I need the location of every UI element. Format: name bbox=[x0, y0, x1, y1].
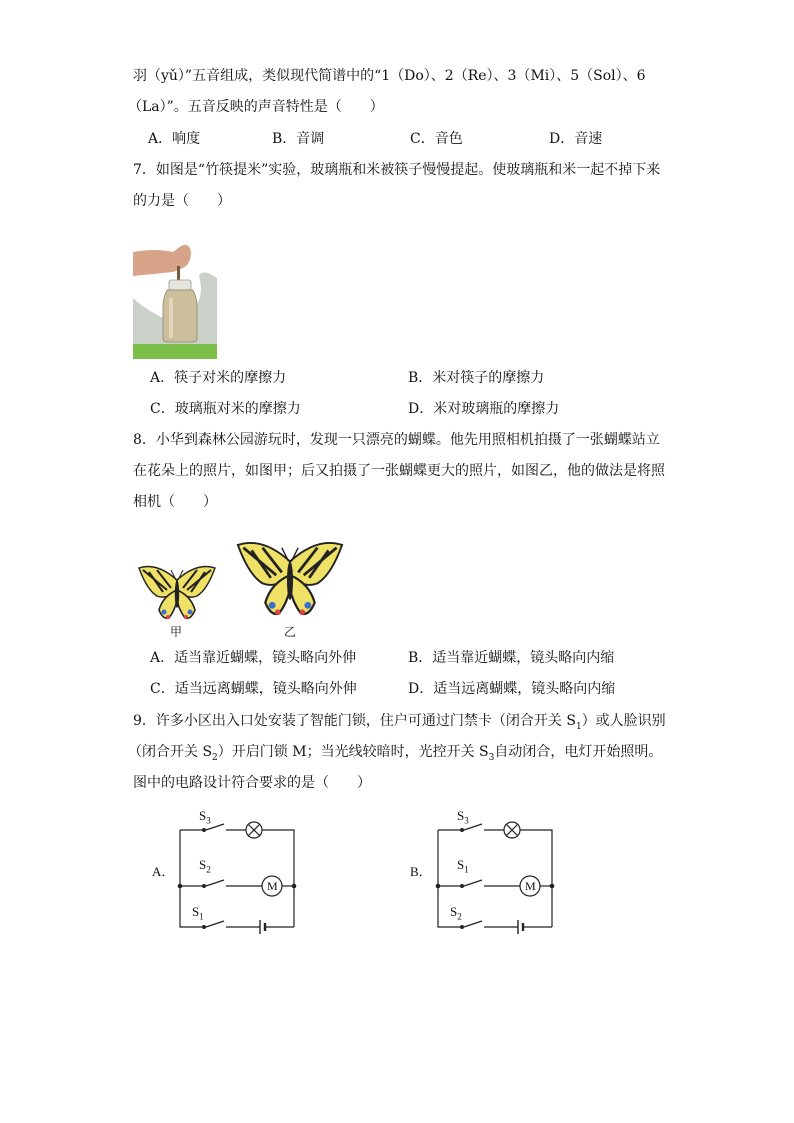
q8-option-a: A．适当靠近蝴蝶，镜头略向外伸 bbox=[150, 650, 357, 666]
butterfly-jia-label: 甲 bbox=[170, 625, 183, 639]
circuit-b-switch-bot: $S_2$ bbox=[450, 904, 462, 922]
q8-option-b: B．适当靠近蝴蝶，镜头略向内缩 bbox=[408, 650, 615, 666]
q6-text-line1: 羽（yǔ）”五音组成，类似现代简谱中的“1（Do）、2（Re）、3（Mi）、5（Sol）、6 bbox=[133, 68, 646, 84]
q9-text-line2: （闭合开关 $S_2$）开启门锁 M；当光线较暗时，光控开关 $S_3$自动闭合，电灯开始照明。 bbox=[128, 744, 663, 763]
q7-option-b: B．米对筷子的摩擦力 bbox=[408, 370, 545, 386]
circuit-a-motor-label: M bbox=[267, 879, 278, 893]
rice-bottle-photo bbox=[133, 238, 217, 359]
butterfly-yi-image bbox=[234, 534, 346, 630]
butterfly-jia-image bbox=[137, 560, 217, 630]
circuit-a-switch-mid: $S_2$ bbox=[199, 857, 211, 875]
butterfly-yi-label: 乙 bbox=[284, 625, 297, 639]
q9-text-line3: 图中的电路设计符合要求的是（ ） bbox=[133, 775, 371, 791]
q7-text-line1: 7．如图是“竹筷提米”实验，玻璃瓶和米被筷子慢慢提起。使玻璃瓶和米一起不掉下来 bbox=[133, 162, 661, 178]
q6-option-b: B．音调 bbox=[272, 131, 325, 147]
q7-option-c: C．玻璃瓶对米的摩擦力 bbox=[150, 401, 301, 417]
q8-text-line3: 相机（ ） bbox=[133, 494, 217, 510]
q7-option-d: D．米对玻璃瓶的摩擦力 bbox=[408, 401, 560, 417]
circuit-a-switch-top: $S_3$ bbox=[199, 808, 211, 826]
q8-text-line2: 在花朵上的照片，如图甲；后又拍摄了一张蝴蝶更大的照片，如图乙，他的做法是将照 bbox=[133, 463, 665, 479]
circuit-b-switch-top: $S_3$ bbox=[457, 808, 469, 826]
circuit-a-label: A． bbox=[152, 864, 175, 879]
q8-option-d: D．适当远离蝴蝶，镜头略向内缩 bbox=[408, 681, 616, 697]
q6-option-a: A．响度 bbox=[148, 131, 201, 147]
q7-option-a: A．筷子对米的摩擦力 bbox=[150, 370, 287, 386]
q6-text-line2: （La）”。五音反映的声音特性是（ ） bbox=[128, 99, 384, 115]
q6-option-d: D．音速 bbox=[549, 131, 603, 147]
circuit-b-switch-mid: $S_1$ bbox=[457, 857, 469, 875]
circuit-a-switch-bot: $S_1$ bbox=[192, 904, 204, 922]
q6-option-c: C．音色 bbox=[410, 131, 463, 147]
q9-text-line1: 9．许多小区出入口处安装了智能门锁，住户可通过门禁卡（闭合开关 $S_1$）或人脸识别 bbox=[133, 713, 666, 732]
circuit-b-motor-label: M bbox=[525, 879, 536, 893]
q8-text-line1: 8．小华到森林公园游玩时，发现一只漂亮的蝴蝶。他先用照相机拍摄了一张蝴蝶站立 bbox=[133, 432, 660, 448]
q7-text-line2: 的力是（ ） bbox=[133, 193, 231, 209]
circuit-b-label: B． bbox=[410, 864, 432, 879]
q8-option-c: C．适当远离蝴蝶，镜头略向外伸 bbox=[150, 681, 357, 697]
